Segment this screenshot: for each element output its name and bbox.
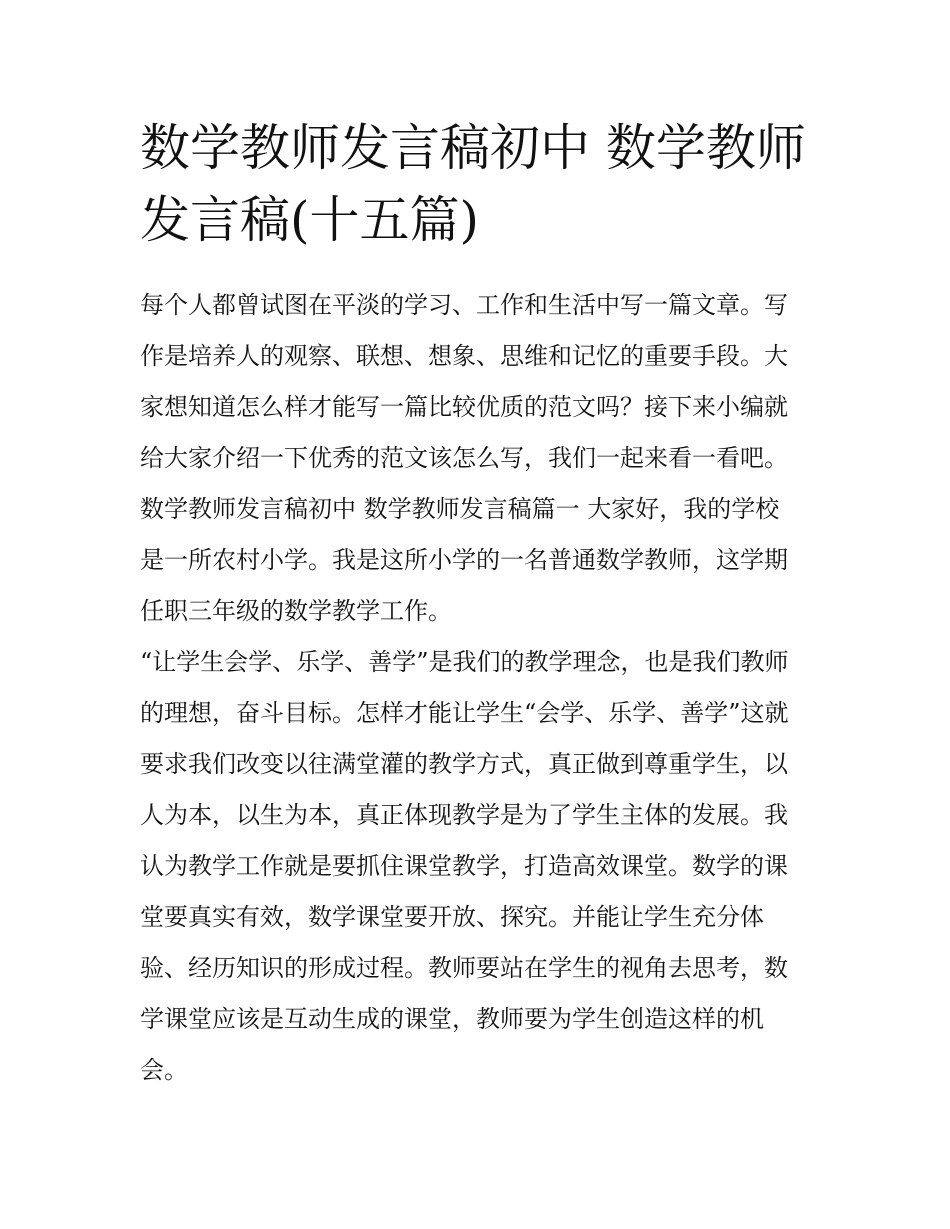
document-title (140, 112, 820, 256)
body-line-13: 堂要真实有效，数学课堂要开放、探究。并能让学生充分体 (140, 903, 764, 931)
body-line-4: 给大家介绍一下优秀的范文该怎么写，我们一起来看一看吧。 (140, 444, 788, 472)
title-line-1: 数学教师发言稿初中 数学教师 (140, 119, 806, 177)
body-line-9: 的理想，奋斗目标。怎样才能让学生“会学、乐学、善学”这就 (140, 699, 789, 727)
body-line-8: “让学生会学、乐学、善学”是我们的教学理念，也是我们教师 (140, 648, 789, 676)
body-line-12: 认为教学工作就是要抓住课堂教学，打造高效课堂。数学的课 (140, 852, 788, 880)
body-line-15: 学课堂应该是互动生成的课堂，教师要为学生创造这样的机 (140, 1005, 764, 1033)
body-line-10: 要求我们改变以往满堂灌的教学方式，真正做到尊重学生，以 (140, 750, 788, 778)
body-line-1: 每个人都曾试图在平淡的学习、工作和生活中写一篇文章。写 (140, 291, 788, 319)
body-line-6: 是一所农村小学。我是这所小学的一名普通数学教师，这学期 (140, 546, 788, 574)
body-line-14: 验、经历知识的形成过程。教师要站在学生的视角去思考，数 (140, 954, 788, 982)
title-line-2: 发言稿(十五篇) (140, 191, 480, 249)
body-line-2: 作是培养人的观察、联想、想象、思维和记忆的重要手段。大 (140, 342, 788, 370)
body-line-3: 家想知道怎么样才能写一篇比较优质的范文吗？接下来小编就 (140, 393, 788, 421)
document-body (140, 280, 820, 1096)
body-line-5: 数学教师发言稿初中 数学教师发言稿篇一 大家好，我的学校 (140, 495, 780, 523)
body-line-16: 会。 (140, 1056, 188, 1084)
body-line-7: 任职三年级的数学教学工作。 (140, 597, 452, 625)
body-line-11: 人为本，以生为本，真正体现教学是为了学生主体的发展。我 (140, 801, 788, 829)
